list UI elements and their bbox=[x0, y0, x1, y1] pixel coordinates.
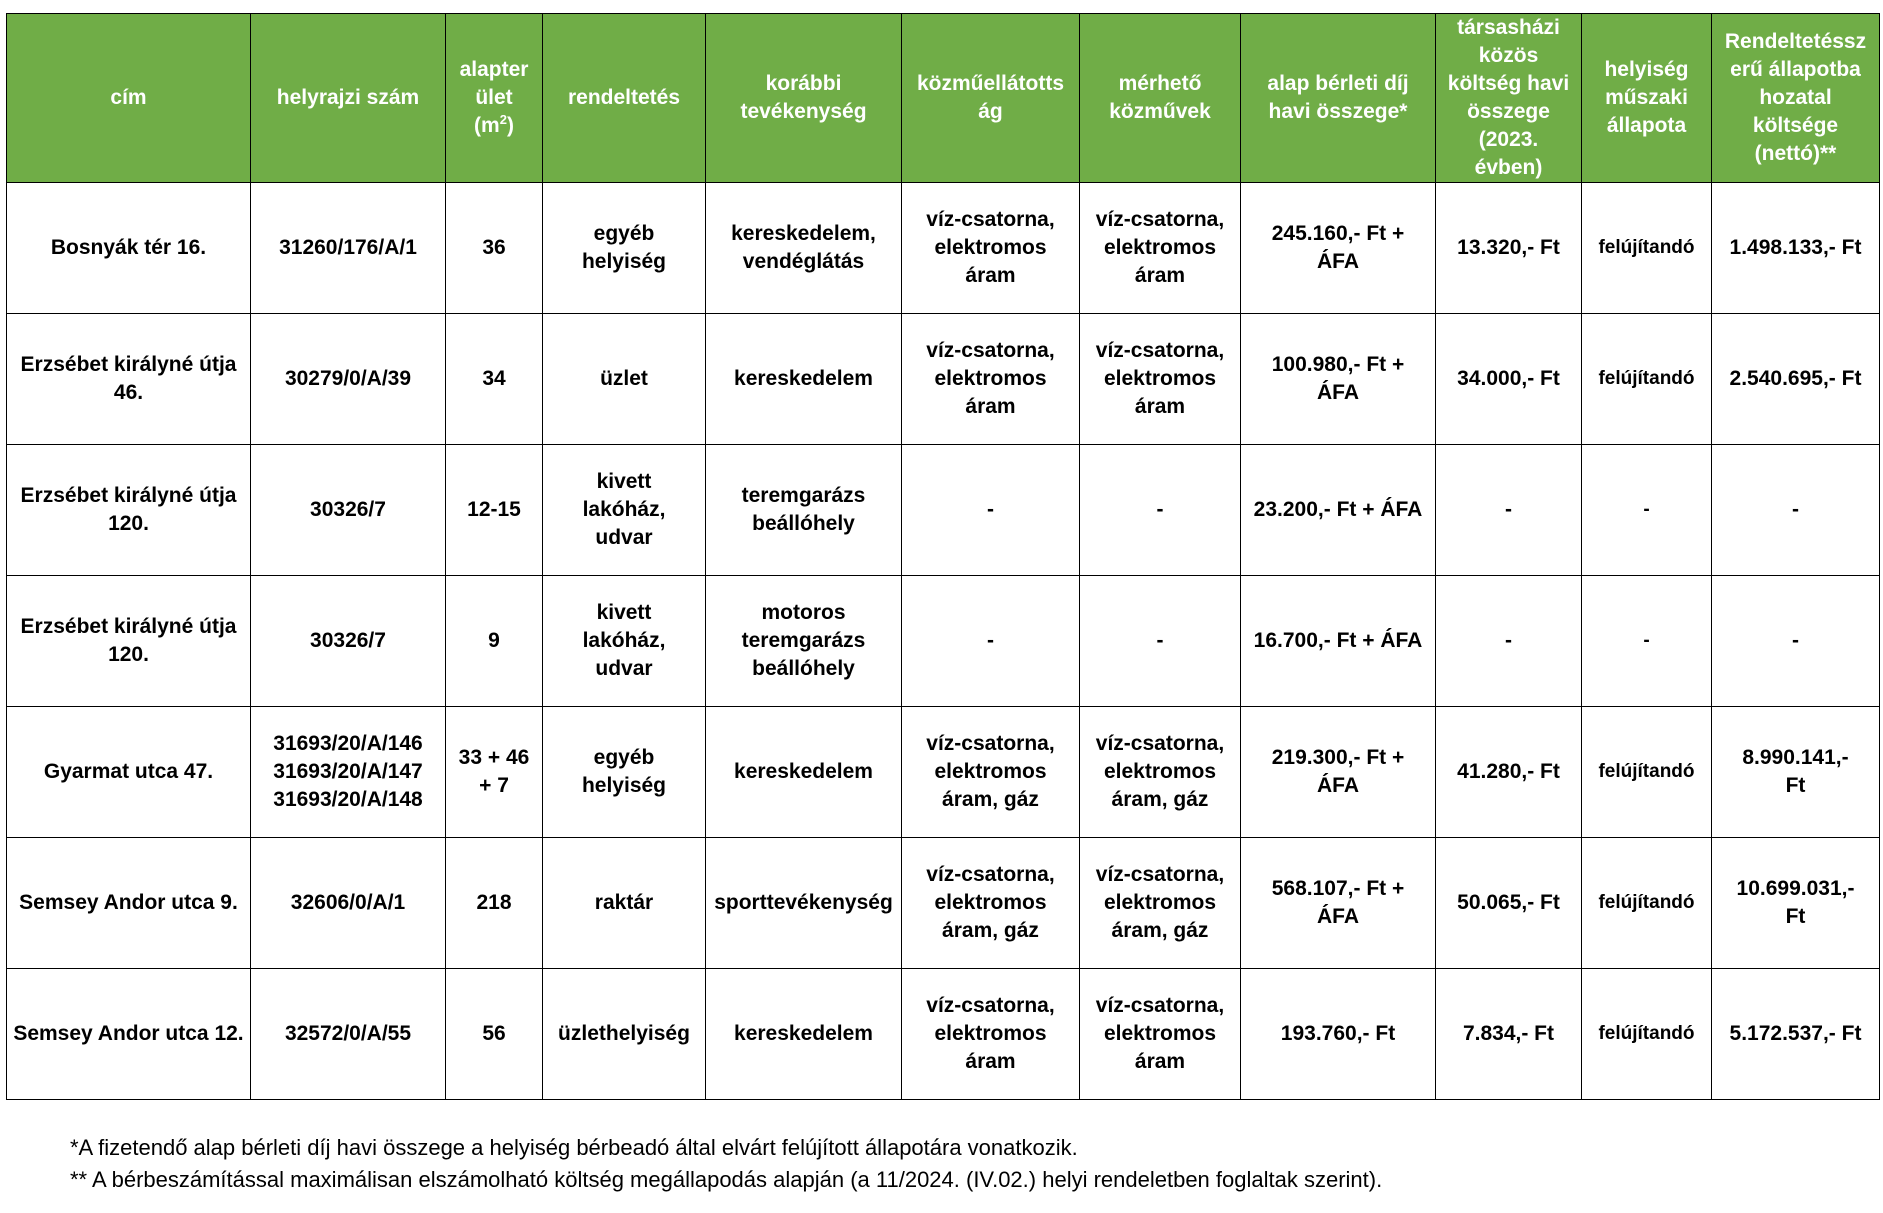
cell-korabbi-tevekenyseg: kereskedelem, vendéglátás bbox=[706, 183, 902, 314]
cell-alapterulet: 218 bbox=[446, 838, 543, 969]
header-alapterulet-text: alapter ület (m bbox=[459, 58, 529, 137]
cell-helyrajzi-szam: 30326/7 bbox=[251, 576, 446, 707]
cell-cim: Semsey Andor utca 9. bbox=[7, 838, 251, 969]
cell-korabbi-tevekenyseg: motoros teremgarázs beállóhely bbox=[706, 576, 902, 707]
table-row bbox=[7, 445, 1880, 576]
cell-helyrajzi-szam: 32606/0/A/1 bbox=[251, 838, 446, 969]
cell-kozmuellatottsag: víz-csatorna, elektromos áram bbox=[902, 969, 1080, 1100]
cell-rendeltetes: egyéb helyiség bbox=[543, 183, 706, 314]
cell-korabbi-tevekenyseg: kereskedelem bbox=[706, 969, 902, 1100]
header-berleti-dij: alap bérleti díj havi összege* bbox=[1241, 14, 1436, 183]
header-alapterulet bbox=[446, 14, 543, 183]
cell-berleti-dij: 193.760,- Ft bbox=[1241, 969, 1436, 1100]
cell-helyrajzi-szam: 32572/0/A/55 bbox=[251, 969, 446, 1100]
header-korabbi-tevekenyseg: korábbi tevékenység bbox=[706, 14, 902, 183]
cell-merheto-kozmuvek: víz-csatorna, elektromos áram, gáz bbox=[1080, 838, 1241, 969]
cell-merheto-kozmuvek: víz-csatorna, elektromos áram bbox=[1080, 969, 1241, 1100]
cell-cim: Erzsébet királyné útja 46. bbox=[7, 314, 251, 445]
header-row bbox=[7, 14, 1880, 183]
cell-kozmuellatottsag: víz-csatorna, elektromos áram, gáz bbox=[902, 838, 1080, 969]
cell-rendeltetes: üzlet bbox=[543, 314, 706, 445]
cell-hozatal-koltsege: 8.990.141,- Ft bbox=[1712, 707, 1880, 838]
table-row bbox=[7, 183, 1880, 314]
header-merheto-kozmuvek: mérhető közművek bbox=[1080, 14, 1241, 183]
cell-hozatal-koltsege: 2.540.695,- Ft bbox=[1712, 314, 1880, 445]
cell-alapterulet: 34 bbox=[446, 314, 543, 445]
cell-berleti-dij: 23.200,- Ft + ÁFA bbox=[1241, 445, 1436, 576]
cell-cim: Bosnyák tér 16. bbox=[7, 183, 251, 314]
cell-korabbi-tevekenyseg: teremgarázs beállóhely bbox=[706, 445, 902, 576]
cell-rendeltetes: egyéb helyiség bbox=[543, 707, 706, 838]
cell-alapterulet: 36 bbox=[446, 183, 543, 314]
header-helyrajzi-szam: helyrajzi szám bbox=[251, 14, 446, 183]
cell-kozmuellatottsag: víz-csatorna, elektromos áram bbox=[902, 314, 1080, 445]
header-hozatal-koltsege: Rendeltetéssz erű állapotba hozatal költsége (nettó)** bbox=[1712, 14, 1880, 183]
footnote-1: *A fizetendő alap bérleti díj havi összege a helyiség bérbeadó által elvárt felújított állapotára vonatkozik. bbox=[70, 1135, 1078, 1160]
cell-merheto-kozmuvek: víz-csatorna, elektromos áram bbox=[1080, 183, 1241, 314]
header-alapterulet-end: ) bbox=[506, 114, 514, 137]
cell-berleti-dij: 219.300,- Ft + ÁFA bbox=[1241, 707, 1436, 838]
table-row bbox=[7, 838, 1880, 969]
cell-muszaki-allapot: - bbox=[1582, 576, 1712, 707]
cell-muszaki-allapot: felújítandó bbox=[1582, 707, 1712, 838]
property-table-wrapper bbox=[6, 13, 1879, 1100]
cell-kozmuellatottsag: - bbox=[902, 445, 1080, 576]
property-table bbox=[6, 13, 1880, 1100]
cell-korabbi-tevekenyseg: sporttevékenység bbox=[706, 838, 902, 969]
cell-berleti-dij: 568.107,- Ft + ÁFA bbox=[1241, 838, 1436, 969]
cell-muszaki-allapot: felújítandó bbox=[1582, 314, 1712, 445]
cell-kozmuellatottsag: - bbox=[902, 576, 1080, 707]
cell-helyrajzi-szam: 30326/7 bbox=[251, 445, 446, 576]
cell-tarsashazi-koltseg: 50.065,- Ft bbox=[1436, 838, 1582, 969]
table-row bbox=[7, 576, 1880, 707]
cell-alapterulet: 9 bbox=[446, 576, 543, 707]
cell-berleti-dij: 100.980,- Ft + ÁFA bbox=[1241, 314, 1436, 445]
cell-tarsashazi-koltseg: - bbox=[1436, 576, 1582, 707]
header-kozmuellatottsag: közműellátotts ág bbox=[902, 14, 1080, 183]
cell-kozmuellatottsag: víz-csatorna, elektromos áram, gáz bbox=[902, 707, 1080, 838]
cell-merheto-kozmuvek: - bbox=[1080, 445, 1241, 576]
header-cim: cím bbox=[7, 14, 251, 183]
cell-rendeltetes: raktár bbox=[543, 838, 706, 969]
cell-helyrajzi-szam: 31693/20/A/146 31693/20/A/147 31693/20/A/148 bbox=[251, 707, 446, 838]
cell-hozatal-koltsege: 10.699.031,- Ft bbox=[1712, 838, 1880, 969]
cell-cim: Semsey Andor utca 12. bbox=[7, 969, 251, 1100]
cell-merheto-kozmuvek: víz-csatorna, elektromos áram, gáz bbox=[1080, 707, 1241, 838]
footnotes bbox=[70, 1132, 1382, 1196]
cell-tarsashazi-koltseg: 7.834,- Ft bbox=[1436, 969, 1582, 1100]
cell-helyrajzi-szam: 31260/176/A/1 bbox=[251, 183, 446, 314]
cell-tarsashazi-koltseg: 13.320,- Ft bbox=[1436, 183, 1582, 314]
cell-rendeltetes: üzlethelyiség bbox=[543, 969, 706, 1100]
cell-muszaki-allapot: - bbox=[1582, 445, 1712, 576]
cell-tarsashazi-koltseg: - bbox=[1436, 445, 1582, 576]
cell-muszaki-allapot: felújítandó bbox=[1582, 838, 1712, 969]
cell-cim: Erzsébet királyné útja 120. bbox=[7, 445, 251, 576]
table-body bbox=[7, 183, 1880, 1100]
cell-rendeltetes: kivett lakóház, udvar bbox=[543, 576, 706, 707]
cell-cim: Gyarmat utca 47. bbox=[7, 707, 251, 838]
cell-alapterulet: 12-15 bbox=[446, 445, 543, 576]
cell-hozatal-koltsege: - bbox=[1712, 445, 1880, 576]
table-row bbox=[7, 969, 1880, 1100]
header-muszaki-allapot: helyiség műszaki állapota bbox=[1582, 14, 1712, 183]
header-tarsashazi-koltseg: társasházi közös költség havi összege (2023. évben) bbox=[1436, 14, 1582, 183]
cell-alapterulet: 33 + 46 + 7 bbox=[446, 707, 543, 838]
cell-korabbi-tevekenyseg: kereskedelem bbox=[706, 707, 902, 838]
cell-cim: Erzsébet királyné útja 120. bbox=[7, 576, 251, 707]
cell-hozatal-koltsege: 1.498.133,- Ft bbox=[1712, 183, 1880, 314]
cell-tarsashazi-koltseg: 41.280,- Ft bbox=[1436, 707, 1582, 838]
cell-muszaki-allapot: felújítandó bbox=[1582, 969, 1712, 1100]
header-alapterulet-sup: 2 bbox=[499, 112, 507, 127]
cell-merheto-kozmuvek: - bbox=[1080, 576, 1241, 707]
cell-kozmuellatottsag: víz-csatorna, elektromos áram bbox=[902, 183, 1080, 314]
cell-berleti-dij: 16.700,- Ft + ÁFA bbox=[1241, 576, 1436, 707]
table-row bbox=[7, 314, 1880, 445]
cell-hozatal-koltsege: - bbox=[1712, 576, 1880, 707]
cell-alapterulet: 56 bbox=[446, 969, 543, 1100]
cell-korabbi-tevekenyseg: kereskedelem bbox=[706, 314, 902, 445]
table-row bbox=[7, 707, 1880, 838]
footnote-2: ** A bérbeszámítással maximálisan elszámolható költség megállapodás alapján (a 11/2024. (IV.02.) helyi rendeletben foglaltak szerint). bbox=[70, 1167, 1383, 1192]
cell-helyrajzi-szam: 30279/0/A/39 bbox=[251, 314, 446, 445]
cell-muszaki-allapot: felújítandó bbox=[1582, 183, 1712, 314]
cell-merheto-kozmuvek: víz-csatorna, elektromos áram bbox=[1080, 314, 1241, 445]
cell-rendeltetes: kivett lakóház, udvar bbox=[543, 445, 706, 576]
cell-hozatal-koltsege: 5.172.537,- Ft bbox=[1712, 969, 1880, 1100]
cell-berleti-dij: 245.160,- Ft + ÁFA bbox=[1241, 183, 1436, 314]
header-rendeltetes: rendeltetés bbox=[543, 14, 706, 183]
cell-tarsashazi-koltseg: 34.000,- Ft bbox=[1436, 314, 1582, 445]
